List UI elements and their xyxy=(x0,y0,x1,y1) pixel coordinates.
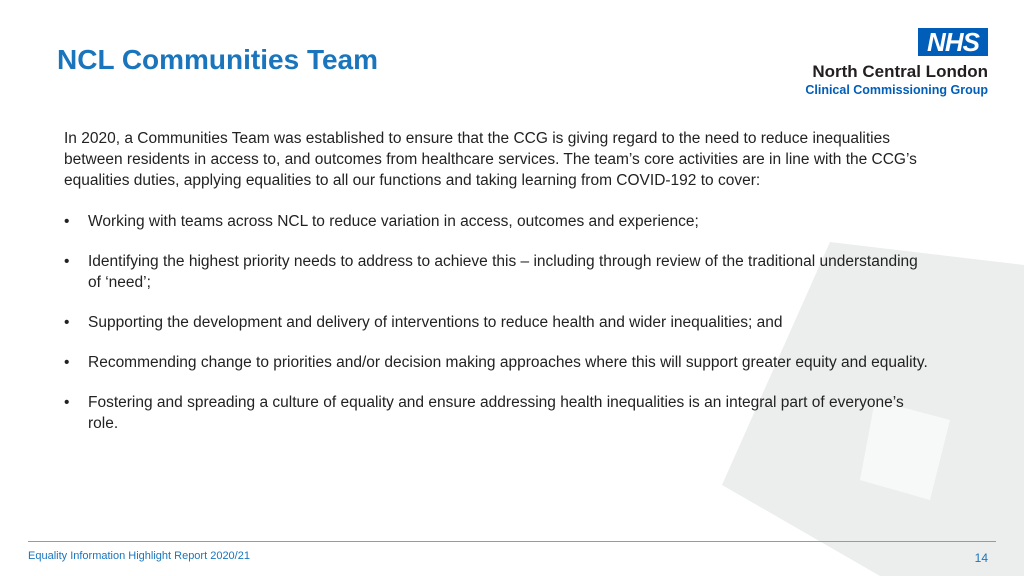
list-item: • Identifying the highest priority needs to address to achieve this – including through review of the traditional understanding of ‘need’; xyxy=(64,253,918,291)
footer-divider xyxy=(28,541,996,542)
list-item: • Recommending change to priorities and/or decision making approaches where this will support greater equity and equality. xyxy=(64,354,928,371)
slide-body xyxy=(64,128,934,453)
bullet-icon: • xyxy=(64,213,70,230)
bullet-icon: • xyxy=(64,314,70,331)
nhs-badge: NHS xyxy=(918,28,988,56)
nhs-logo xyxy=(788,28,988,100)
bullet-icon: • xyxy=(64,253,70,270)
list-item: • Fostering and spreading a culture of equality and ensure addressing health inequalities is an integral part of everyone’s role. xyxy=(64,394,904,432)
intro-paragraph: In 2020, a Communities Team was established to ensure that the CCG is giving regard to the need to reduce inequalities between residents in access to, and outcomes from healthcare services. The team’s core activities are in line with the CCG’s equalities duties, applying equalities to all our functions and taking learning from COVID-192 to cover: xyxy=(64,130,917,189)
logo-org-subtitle: Clinical Commissioning Group xyxy=(805,83,988,97)
logo-org-name: North Central London xyxy=(812,62,988,81)
bullet-icon: • xyxy=(64,394,70,411)
page-number: 14 xyxy=(974,551,988,565)
footer-report-title: Equality Information Highlight Report 2020/21 xyxy=(28,550,250,562)
list-item: • Supporting the development and delivery of interventions to reduce health and wider inequalities; and xyxy=(64,314,783,331)
bullet-list xyxy=(64,211,934,434)
page-title: NCL Communities Team xyxy=(57,44,379,75)
bullet-icon: • xyxy=(64,354,70,371)
list-item: • Working with teams across NCL to reduce variation in access, outcomes and experience; xyxy=(64,213,699,230)
